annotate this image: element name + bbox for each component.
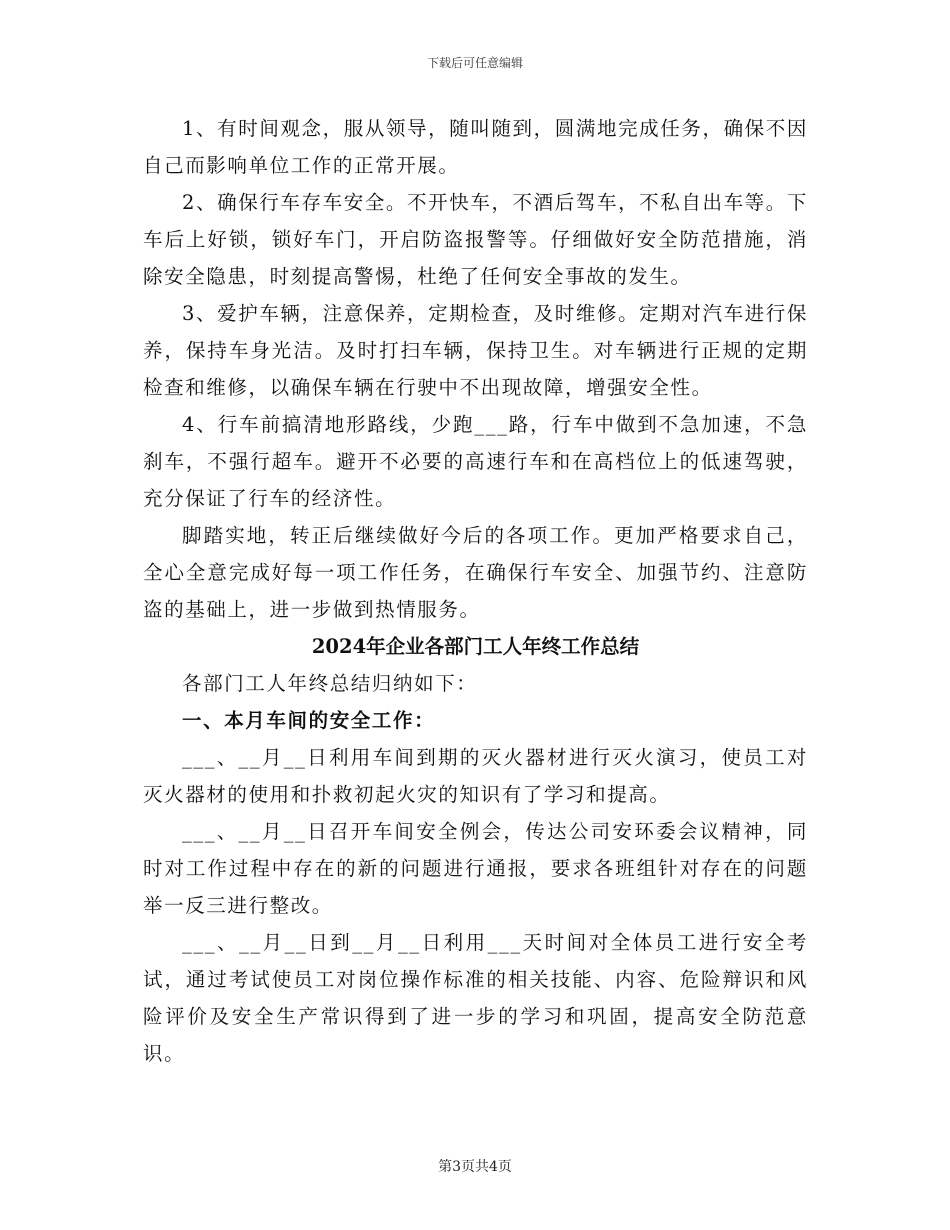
paragraph-item-2: 2、确保行车存车安全。不开快车，不酒后驾车，不私自出车等。下车后上好锁，锁好车门，开启防盗报警等。仔细做好安全防范措施，消除安全隐患，时刻提高警惕，杜绝了任何安全事故的发生。 (143, 191, 808, 288)
safety-paragraph-2: ___、__月__日召开车间安全例会，传达公司安环委会议精神，同时对工作过程中存在的新的问题进行通报，要求各班组针对存在的问题举一反三进行整改。 (143, 820, 808, 917)
section-subheading: 一、本月车间的安全工作： (182, 709, 436, 732)
paragraph-conclusion: 脚踏实地，转正后继续做好今后的各项工作。更加严格要求自己，全心全意完成好每一项工作任务，在确保行车安全、加强节约、注意防盗的基础上，进一步做到热情服务。 (143, 524, 808, 621)
safety-paragraph-1: ___、__月__日利用车间到期的灭火器材进行灭火演习，使员工对灭火器材的使用和扑救初起火灾的知识有了学习和提高。 (143, 746, 808, 806)
section-title: 2024年企业各部门工人年终工作总结 (311, 635, 640, 658)
paragraph-item-3: 3、爱护车辆，注意保养，定期检查，及时维修。定期对汽车进行保养，保持车身光洁。及时打扫车辆，保持卫生。对车辆进行正规的定期检查和维修，以确保车辆在行驶中不出现故障，增强安全性。 (143, 302, 808, 399)
paragraph-item-1: 1、有时间观念，服从领导，随叫随到，圆满地完成任务，确保不因自己而影响单位工作的正常开展。 (143, 117, 808, 177)
safety-paragraph-3: ___、__月__日到__月__日利用___天时间对全体员工进行安全考试，通过考试使员工对岗位操作标准的相关技能、内容、危险辩识和风险评价及安全生产常识得到了进一步的学习和巩固，提高安全防范意识。 (143, 931, 808, 1065)
document-body (143, 110, 808, 1072)
paragraph-item-4: 4、行车前搞清地形路线，少跑___路，行车中做到不急加速，不急刹车，不强行超车。避开不必要的高速行车和在高档位上的低速驾驶，充分保证了行车的经济性。 (143, 413, 808, 510)
section-intro: 各部门工人年终总结归纳如下： (182, 672, 478, 695)
page-number: 第3页共4页 (438, 1159, 512, 1175)
page-header-note: 下载后可任意编辑 (426, 56, 523, 70)
